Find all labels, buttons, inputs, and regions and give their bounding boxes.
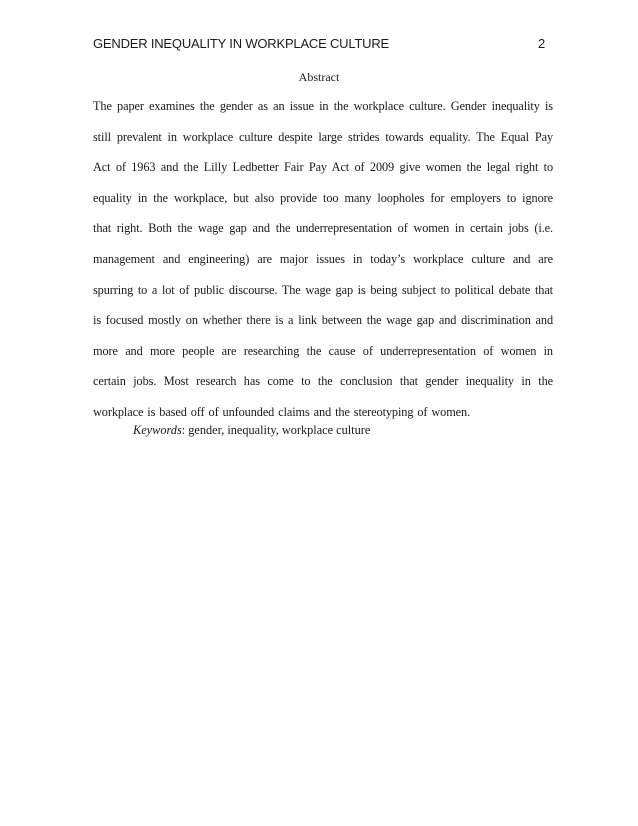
- abstract-line: certain jobs. Most research has come to the conclusion that gender inequality in the: [93, 374, 553, 389]
- keywords-line: [133, 420, 370, 440]
- abstract-line: more and more people are researching the cause of underrepresentation of women in: [93, 343, 553, 358]
- keywords-label: Keywords: [133, 423, 182, 437]
- abstract-line: The paper examines the gender as an issue in the workplace culture. Gender inequality is: [93, 99, 553, 113]
- abstract-line: spurring to a lot of public discourse. The wage gap is being subject to political debate that: [93, 282, 553, 297]
- abstract-line: workplace is based off of unfounded claims and the stereotyping of women.: [93, 404, 471, 419]
- running-head: [93, 36, 545, 56]
- abstract-heading: Abstract: [298, 70, 340, 84]
- abstract-line: still prevalent in workplace culture despite large strides towards equality. The Equal Pay: [93, 129, 553, 144]
- keywords-text: : gender, inequality, workplace culture: [181, 423, 371, 437]
- abstract-line: equality in the workplace, but also provide too many loopholes for employers to ignore: [93, 190, 553, 205]
- running-head-title: GENDER INEQUALITY IN WORKPLACE CULTURE: [93, 36, 390, 51]
- abstract-line: management and engineering) are major issues in today’s workplace culture and are: [93, 251, 553, 266]
- abstract-line: is focused mostly on whether there is a link between the wage gap and discrimination and: [93, 313, 553, 328]
- abstract-line: that right. Both the wage gap and the underrepresentation of women in certain jobs (i.e.: [93, 221, 553, 236]
- page-number: 2: [537, 36, 545, 51]
- abstract-line: Act of 1963 and the Lilly Ledbetter Fair Pay Act of 2009 give women the legal right to: [93, 160, 553, 175]
- abstract-body: [93, 96, 553, 433]
